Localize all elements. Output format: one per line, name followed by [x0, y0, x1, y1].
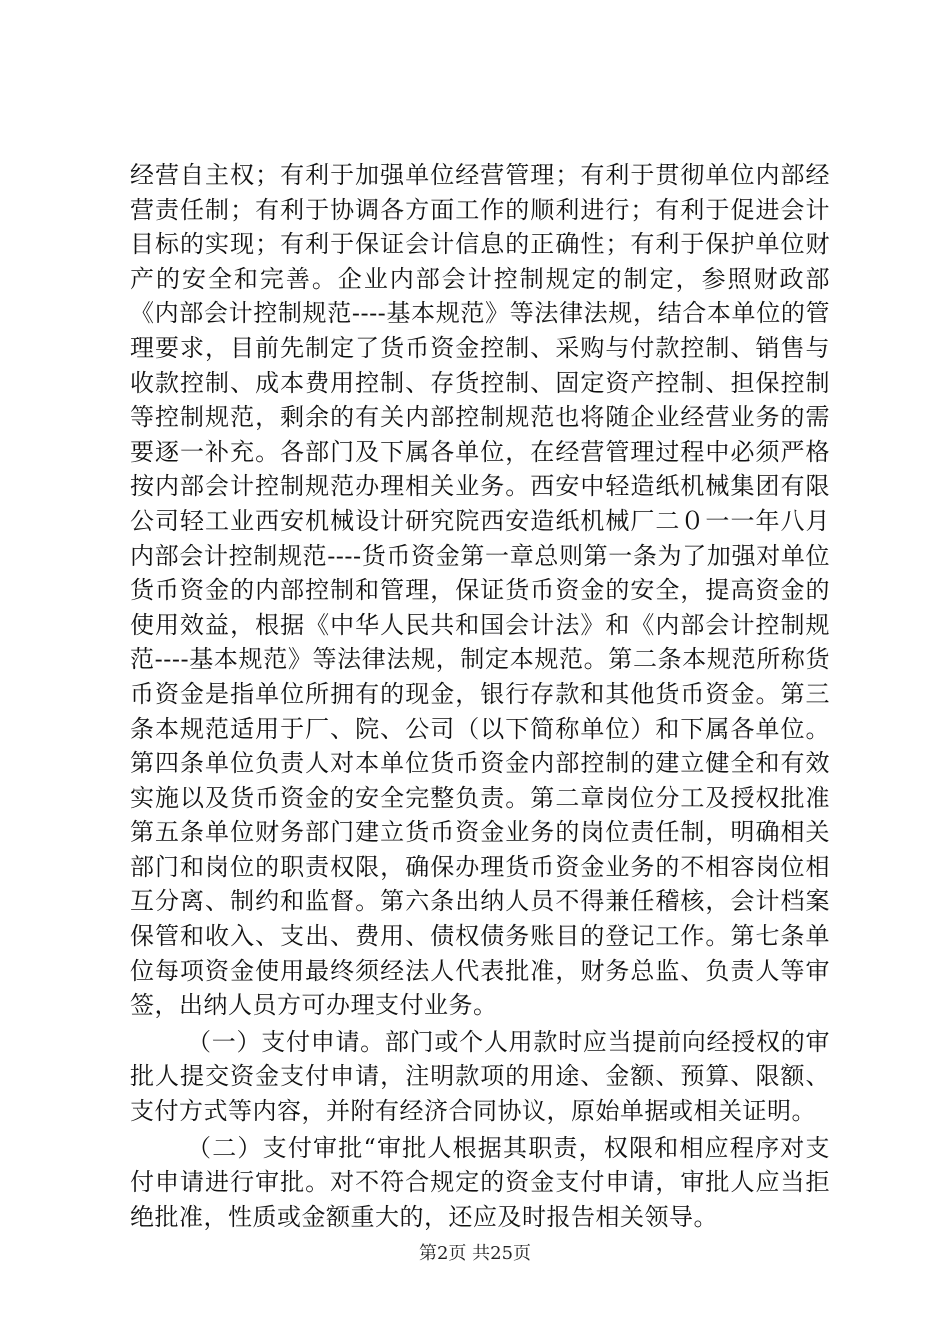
body-paragraph-1: 经营自主权；有利于加强单位经营管理；有利于贯彻单位内部经营责任制；有利于协调各方面工作的顺利进行；有利于促进会计目标的实现；有利于保证会计信息的正确性；有利于保护单位财产的安全和完善。企业内部会计控制规定的制定，参照财政部《内部会计控制规范----基本规范》等法律法规，结合本单位的管理要求，目前先制定了货币资金控制、采购与付款控制、销售与收款控制、成本费用控制、存货控制、固定资产控制、担保控制等控制规范，剩余的有关内部控制规范也将随企业经营业务的需要逐一补充。各部门及下属各单位，在经营管理过程中必须严格按内部会计控制规范办理相关业务。西安中轻造纸机械集团有限公司轻工业西安机械设计研究院西安造纸机械厂二０一一年八月内部会计控制规范----货币资金第一章总则第一条为了加强对单位货币资金的内部控制和管理，保证货币资金的安全，提高资金的使用效益，根据《中华人民共和国会计法》和《内部会计控制规范----基本规范》等法律法规，制定本规范。第二条本规范所称货币资金是指单位所拥有的现金，银行存款和其他货币资金。第三条本规范适用于厂、院、公司（以下简称单位）和下属各单位。第四条单位负责人对本单位货币资金内部控制的建立健全和有效实施以及货币资金的安全完整负责。第二章岗位分工及授权批准第五条单位财务部门建立货币资金业务的岗位责任制，明确相关部门和岗位的职责权限，确保办理货币资金业务的不相容岗位相互分离、制约和监督。第六条出纳人员不得兼任稽核，会计档案保管和收入、支出、费用、债权债务账目的登记工作。第七条单位每项资金使用最终须经法人代表批准，财务总监、负责人等审签，出纳人员方可办理支付业务。	[130, 161, 830, 1020]
body-paragraph-3: （二）支付审批“审批人根据其职责，权限和相应程序对支付申请进行审批。对不符合规定的资金支付申请，审批人应当拒绝批准，性质或金额重大的，还应及时报告相关领导。	[130, 1133, 830, 1231]
page-number-footer: 第2页 共25页	[418, 1243, 532, 1264]
document-body	[130, 158, 830, 1234]
body-paragraph-2: （一）支付申请。部门或个人用款时应当提前向经授权的审批人提交资金支付申请，注明款项的用途、金额、预算、限额、支付方式等内容，并附有经济合同协议，原始单据或相关证明。	[130, 1027, 830, 1126]
